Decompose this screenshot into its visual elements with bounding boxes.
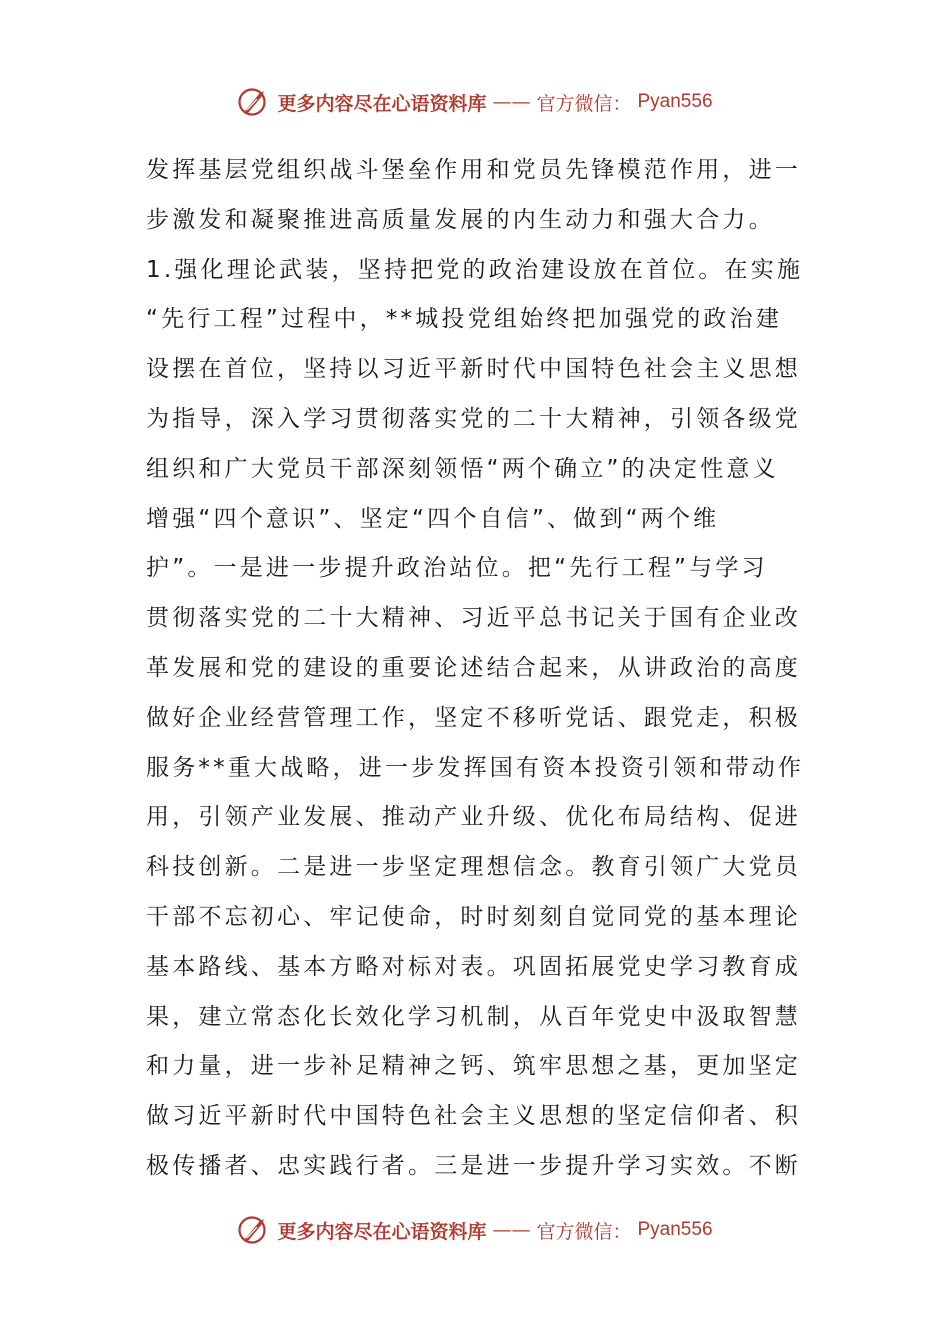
text-line: 服务**重大战略，进一步发挥国有资本投资引领和带动作 — [146, 754, 805, 781]
header-watermark-banner — [0, 82, 950, 122]
text-line: 做好企业经营管理工作，坚定不移听党话、跟党走，积极 — [146, 704, 801, 731]
text-line: 果，建立常态化长效化学习机制，从百年党史中汲取智慧 — [146, 1003, 801, 1030]
official-label: 官方微信： — [536, 1220, 632, 1243]
pen-nib-circle-icon — [237, 85, 271, 119]
wechat-id: Pyan556 — [637, 91, 713, 112]
separator: —— — [492, 1219, 531, 1241]
text-line: 和力量，进一步补足精神之钙、筑牢思想之基，更加坚定 — [146, 1053, 801, 1080]
text-line: 做习近平新时代中国特色社会主义思想的坚定信仰者、积 — [146, 1103, 801, 1130]
text-line: 组织和广大党员干部深刻领悟“两个确立”的决定性意义 — [146, 455, 779, 482]
text-line: 干部不忘初心、牢记使命，时时刻刻自觉同党的基本理论 — [146, 903, 801, 930]
text-line: 护”。一是进一步提升政治站位。把“先行工程”与学习 — [146, 555, 768, 582]
official-label: 官方微信： — [536, 92, 632, 115]
text-line: 设摆在首位，坚持以习近平新时代中国特色社会主义思想 — [146, 356, 801, 383]
text-line: 发挥基层党组织战斗堡垒作用和党员先锋模范作用，进一 — [146, 157, 801, 183]
text-line: 基本路线、基本方略对标对表。巩固拓展党史学习教育成 — [146, 953, 801, 980]
site-name: 更多内容尽在心语资料库 — [277, 1220, 487, 1243]
footer-watermark-banner — [0, 1210, 950, 1250]
pen-nib-circle-icon — [237, 1213, 271, 1247]
wechat-id: Pyan556 — [637, 1219, 713, 1240]
text-line: 用，引领产业发展、推动产业升级、优化布局结构、促进 — [146, 804, 801, 831]
text-line: “先行工程”过程中，**城投党组始终把加强党的政治建 — [146, 306, 783, 333]
site-name: 更多内容尽在心语资料库 — [277, 92, 487, 115]
text-line: 步激发和凝聚推进高质量发展的内生动力和强大合力。 — [146, 206, 775, 233]
text-line: 为指导，深入学习贯彻落实党的二十大精神，引领各级党 — [146, 405, 801, 432]
text-line: 科技创新。二是进一步坚定理想信念。教育引领广大党员 — [146, 854, 801, 881]
text-line: 增强“四个意识”、坚定“四个自信”、做到“两个维 — [146, 505, 720, 532]
text-line: 革发展和党的建设的重要论述结合起来，从讲政治的高度 — [146, 654, 801, 681]
text-line: 极传播者、忠实践行者。三是进一步提升学习实效。不断 — [146, 1152, 801, 1179]
separator: —— — [492, 91, 531, 113]
text-line: 1.强化理论武装，坚持把党的政治建设放在首位。在实施 — [146, 256, 804, 283]
text-line: 贯彻落实党的二十大精神、习近平总书记关于国有企业改 — [146, 605, 801, 632]
document-body — [146, 146, 808, 1192]
